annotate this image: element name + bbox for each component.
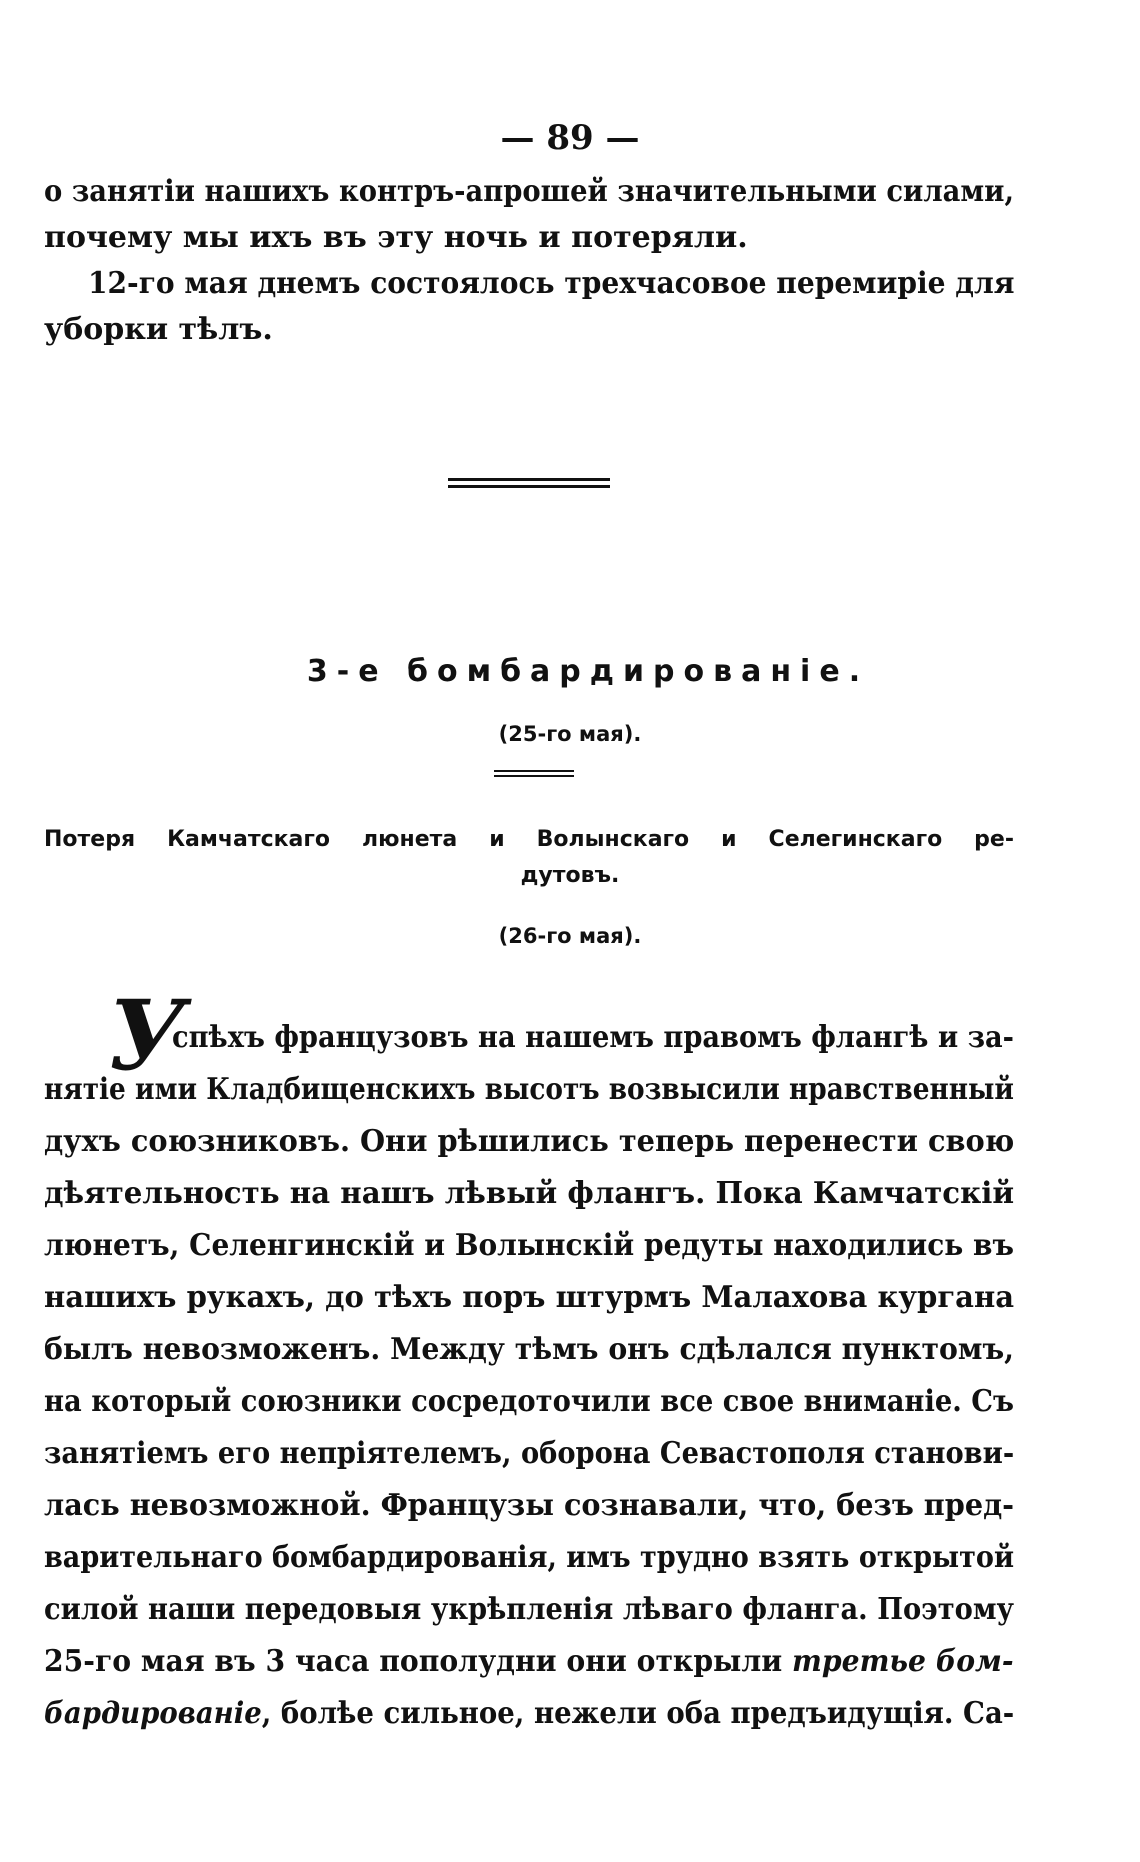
text-line-mixed	[44, 1642, 1014, 1682]
text-line: нятіе ими Кладбищенскихъ высотъ возвысили нравственный	[44, 1072, 1014, 1107]
subtitle-date: (26-го мая).	[498, 924, 642, 948]
text-line: нашихъ рукахъ, до тѣхъ поръ штурмъ Малахова кургана	[44, 1280, 1015, 1315]
drop-cap: У	[108, 979, 186, 1092]
text-line: на который союзники сосредоточили все свое вниманіе. Съ	[44, 1384, 1015, 1419]
text-line: силой наши передовыя укрѣпленія лѣваго фланга. Поэтому	[44, 1592, 1015, 1627]
section-title: 3-е бомбардированіе.	[306, 654, 870, 689]
text-line: занятіемъ его непріятелемъ, оборона Севастополя станови-	[44, 1436, 1015, 1471]
text-line-mixed	[44, 1694, 1014, 1734]
italic-run: третье бом-	[792, 1644, 1014, 1679]
text-line: 12-го мая днемъ состоялось трехчасовое перемиріе для	[88, 266, 1015, 301]
text-line: спѣхъ французовъ на нашемъ правомъ флангѣ и за-	[172, 1020, 1014, 1055]
text-line: варительнаго бомбардированія, имъ трудно взять открытой	[44, 1540, 1015, 1575]
italic-run: бардированіе	[44, 1696, 262, 1731]
section-divider	[448, 478, 610, 488]
subtitle-line: Потеря Камчатскаго люнета и Волынскаго и Селегинскаго ре-	[44, 827, 1014, 852]
text-line: о занятіи нашихъ контръ-апрошей значительными силами,	[44, 174, 1014, 209]
text-line: люнетъ, Селенгинскій и Волынскій редуты находились въ	[44, 1228, 1015, 1263]
text-line: дѣятельность на нашъ лѣвый флангъ. Пока Камчатскій	[44, 1176, 1015, 1211]
text-line: уборки тѣлъ.	[44, 312, 273, 347]
heading-divider	[494, 770, 574, 777]
text-line: духъ союзниковъ. Они рѣшились теперь перенести свою	[44, 1124, 1015, 1159]
text-run: 25-го мая въ 3 часа пополудни они открыли	[44, 1644, 793, 1679]
text-run: , болѣе сильное, нежели оба предъидущія. Са-	[261, 1696, 1015, 1731]
text-line: почему мы ихъ въ эту ночь и потеряли.	[44, 220, 748, 255]
page-number: — 89 —	[500, 118, 640, 158]
text-line: лась невозможной. Французы сознавали, что, безъ пред-	[44, 1488, 1015, 1523]
subtitle-line: дутовъ.	[520, 863, 620, 888]
section-date: (25-го мая).	[498, 722, 642, 746]
text-line: былъ невозможенъ. Между тѣмъ онъ сдѣлался пунктомъ,	[44, 1332, 1015, 1367]
